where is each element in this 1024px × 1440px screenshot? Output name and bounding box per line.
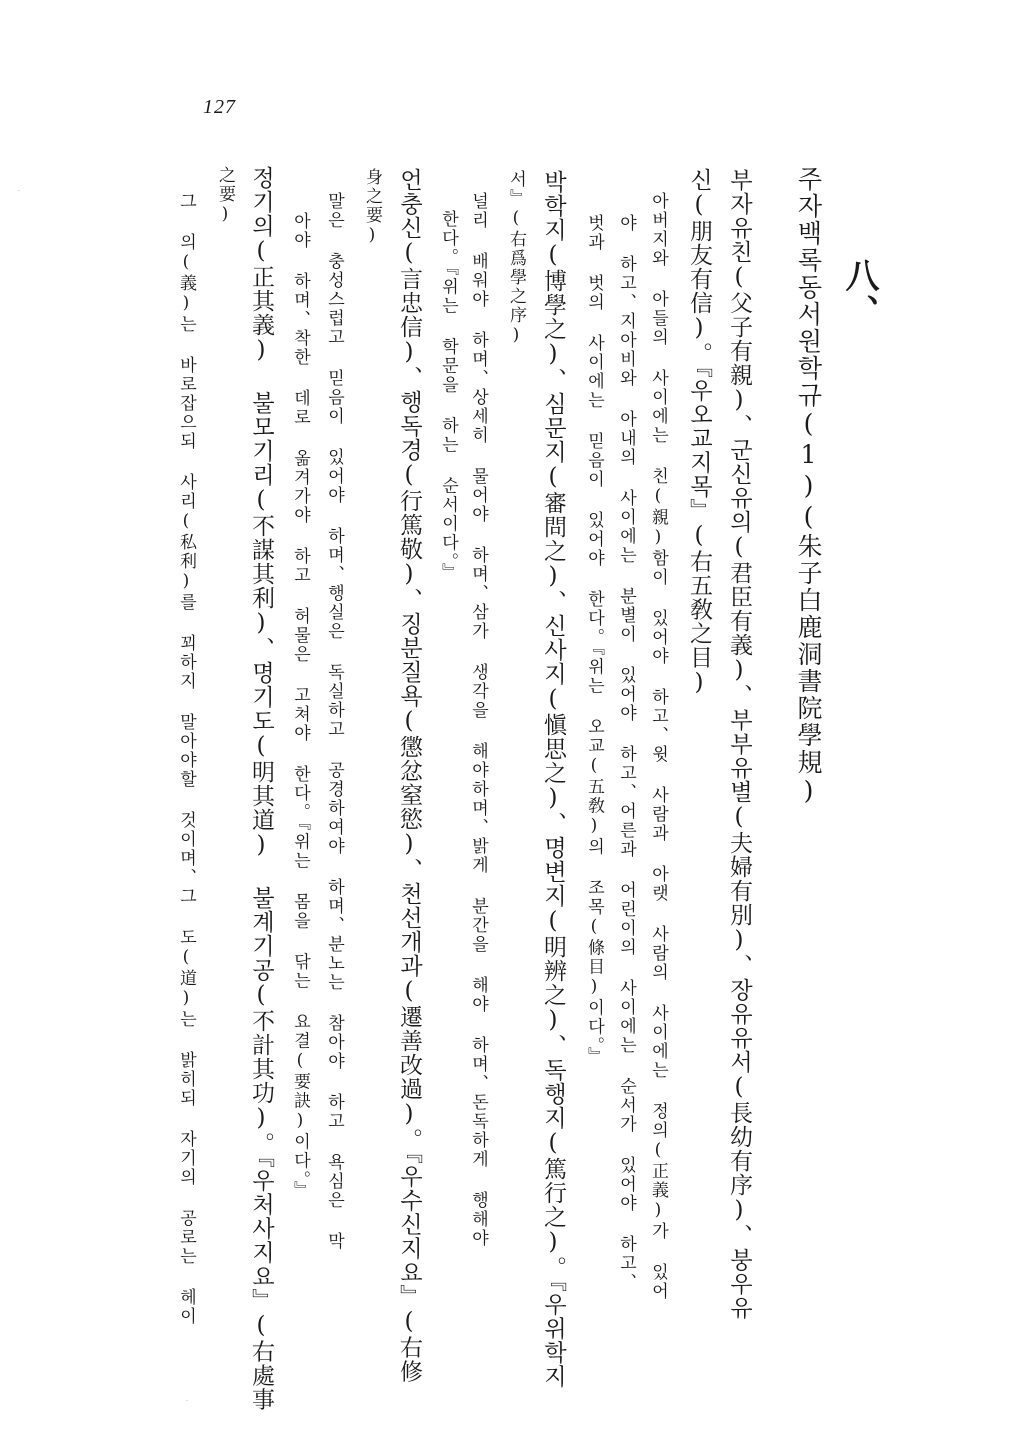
text-line-11: 身之要): [362, 168, 382, 247]
text-line-4: 야 하고、지아비와 아내의 사이에는 분별이 있어야 하고、어른과 어린이의 사이에는 순서가 있어야 하고、: [616, 214, 636, 1292]
text-line-5: 벗과 벗의 사이에는 믿음이 있어야 한다。『위는 오교(五敎)의 조목(條目)이다。』: [584, 214, 604, 1066]
chapter-title: 주자백록동서원학규(1)(朱子白鹿洞書院學規): [794, 166, 823, 807]
text-line-12: 말은 충성스럽고 믿음이 있어야 하며、행실은 독실하고 공경하여야 하며、분노는 참아야 하고 욕심은 막: [324, 192, 344, 1251]
text-line-15: 之要): [215, 166, 235, 226]
text-line-3: 아버지와 아들의 사이에는 친(親)함이 있어야 하고、윗 사람과 아랫 사람의 사이에는 정의(正義)가 있어: [648, 192, 668, 1301]
margin-dot-bottom: ·: [186, 1398, 188, 1405]
page-number: 127: [203, 96, 236, 118]
text-line-16: 그 의(義)는 바로잡으되 사리(私利)를 꾀하지 말아야할 것이며、그 도(道)는 밝히되 자기의 공로는 헤이: [176, 192, 196, 1326]
text-line-2: 신(朋友有信)。『우오교지목』(右五敎之目): [686, 168, 712, 697]
margin-dot-top: ·: [18, 188, 20, 195]
text-line-10: 언충신(言忠信)、행독경(行篤敬)、징분질욕(懲忿窒慾)、천선개과(遷善改過)。『우수신지요』(右修: [396, 168, 422, 1384]
text-line-1: 부자유친(父子有親)、군신유의(君臣有義)、부부유별(夫婦有別)、장유유서(長幼有序)、붕우유: [726, 168, 752, 1320]
chapter-heading: 八、: [839, 258, 879, 330]
text-line-14: 정기의(正其義) 불모기리(不謀其利)、명기도(明其道) 불계기공(不計其功)。『우처사지요』(右處事: [248, 166, 274, 1412]
text-line-9: 한다。『위는 학문을 하는 순서이다。』: [438, 210, 458, 582]
text-line-8: 널리 배워야 하며、상세히 물어야 하며、삼가 생각을 해야하며、밝게 분간을 해야 하며、돈독하게 행해야: [468, 192, 488, 1248]
text-line-7: 서』(右爲學之序): [506, 170, 526, 347]
text-line-13: 아야 하며、착한 데로 옮겨가야 하고 허물은 고쳐야 한다。『위는 몸을 닦는 요결(要訣)이다。』: [290, 212, 310, 1200]
text-line-6: 박학지(博學之)、심문지(審問之)、신사지(愼思之)、명변지(明辨之)、독행지(篤行之)。『우위학지: [540, 170, 566, 1389]
